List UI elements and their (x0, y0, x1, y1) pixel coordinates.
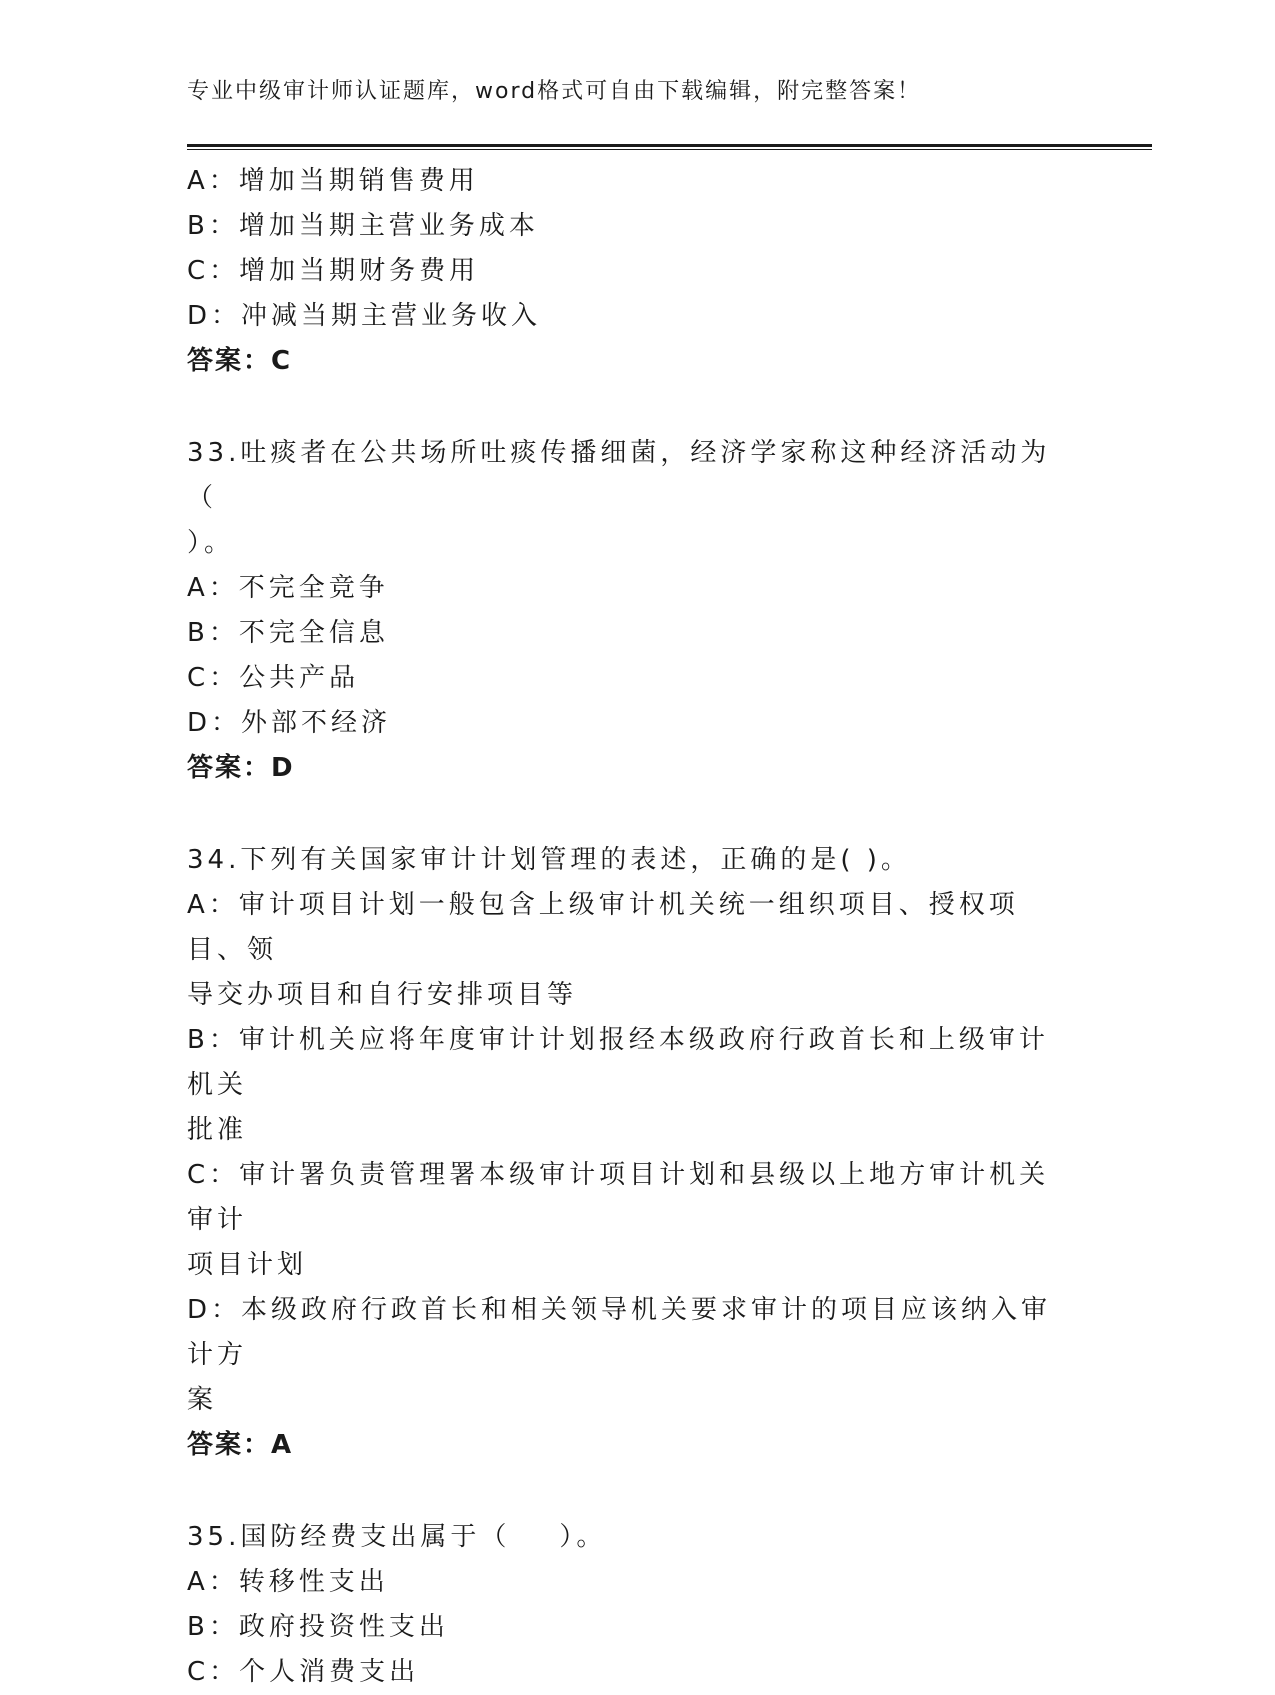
header-rule (187, 144, 1152, 150)
question-block (187, 159, 1057, 384)
option-c: C：个人消费支出 (187, 1657, 420, 1687)
option-a: A：不完全竞争 (187, 573, 389, 603)
question-block (187, 838, 1057, 1468)
page-header: 专业中级审计师认证题库，word格式可自由下载编辑，附完整答案！ (187, 79, 922, 104)
question-text: ）。 (187, 528, 235, 558)
block-gap (187, 791, 1057, 838)
option-c: 项目计划 (187, 1250, 308, 1280)
option-a: 导交办项目和自行安排项目等 (187, 980, 578, 1010)
answer-text: 答案：A (187, 1430, 294, 1460)
option-d: D：外部不经济 (187, 708, 392, 738)
option-a: A：审计项目计划一般包含上级审计机关统一组织项目、授权项目、领 (187, 890, 1019, 965)
answer-text: 答案：C (187, 346, 293, 376)
option-d: D：冲减当期主营业务收入 (187, 301, 542, 331)
option-b: B：审计机关应将年度审计计划报经本级政府行政首长和上级审计机关 (187, 1025, 1049, 1100)
question-text: 34.下列有关国家审计计划管理的表述，正确的是( )。 (187, 845, 911, 875)
option-b: B：增加当期主营业务成本 (187, 211, 539, 241)
option-c: C：审计署负责管理署本级审计项目计划和县级以上地方审计机关审计 (187, 1160, 1050, 1235)
block-gap (187, 384, 1057, 431)
option-d: 案 (187, 1385, 218, 1415)
question-block (187, 431, 1057, 791)
option-b: B：不完全信息 (187, 618, 389, 648)
question-block (187, 1515, 1057, 1695)
option-a: A：转移性支出 (187, 1567, 389, 1597)
option-d: D：本级政府行政首长和相关领导机关要求审计的项目应该纳入审计方 (187, 1295, 1052, 1370)
option-b: 批准 (187, 1115, 248, 1145)
block-gap (187, 1468, 1057, 1515)
option-c: C：公共产品 (187, 663, 360, 693)
question-text: 35.国防经费支出属于（ ）。 (187, 1522, 607, 1552)
option-b: B：政府投资性支出 (187, 1612, 449, 1642)
question-text: 33.吐痰者在公共场所吐痰传播细菌，经济学家称这种经济活动为（ (187, 438, 1051, 513)
question-list (187, 159, 1057, 1695)
option-c: C：增加当期财务费用 (187, 256, 480, 286)
answer-text: 答案：D (187, 753, 295, 783)
option-a: A：增加当期销售费用 (187, 166, 479, 196)
